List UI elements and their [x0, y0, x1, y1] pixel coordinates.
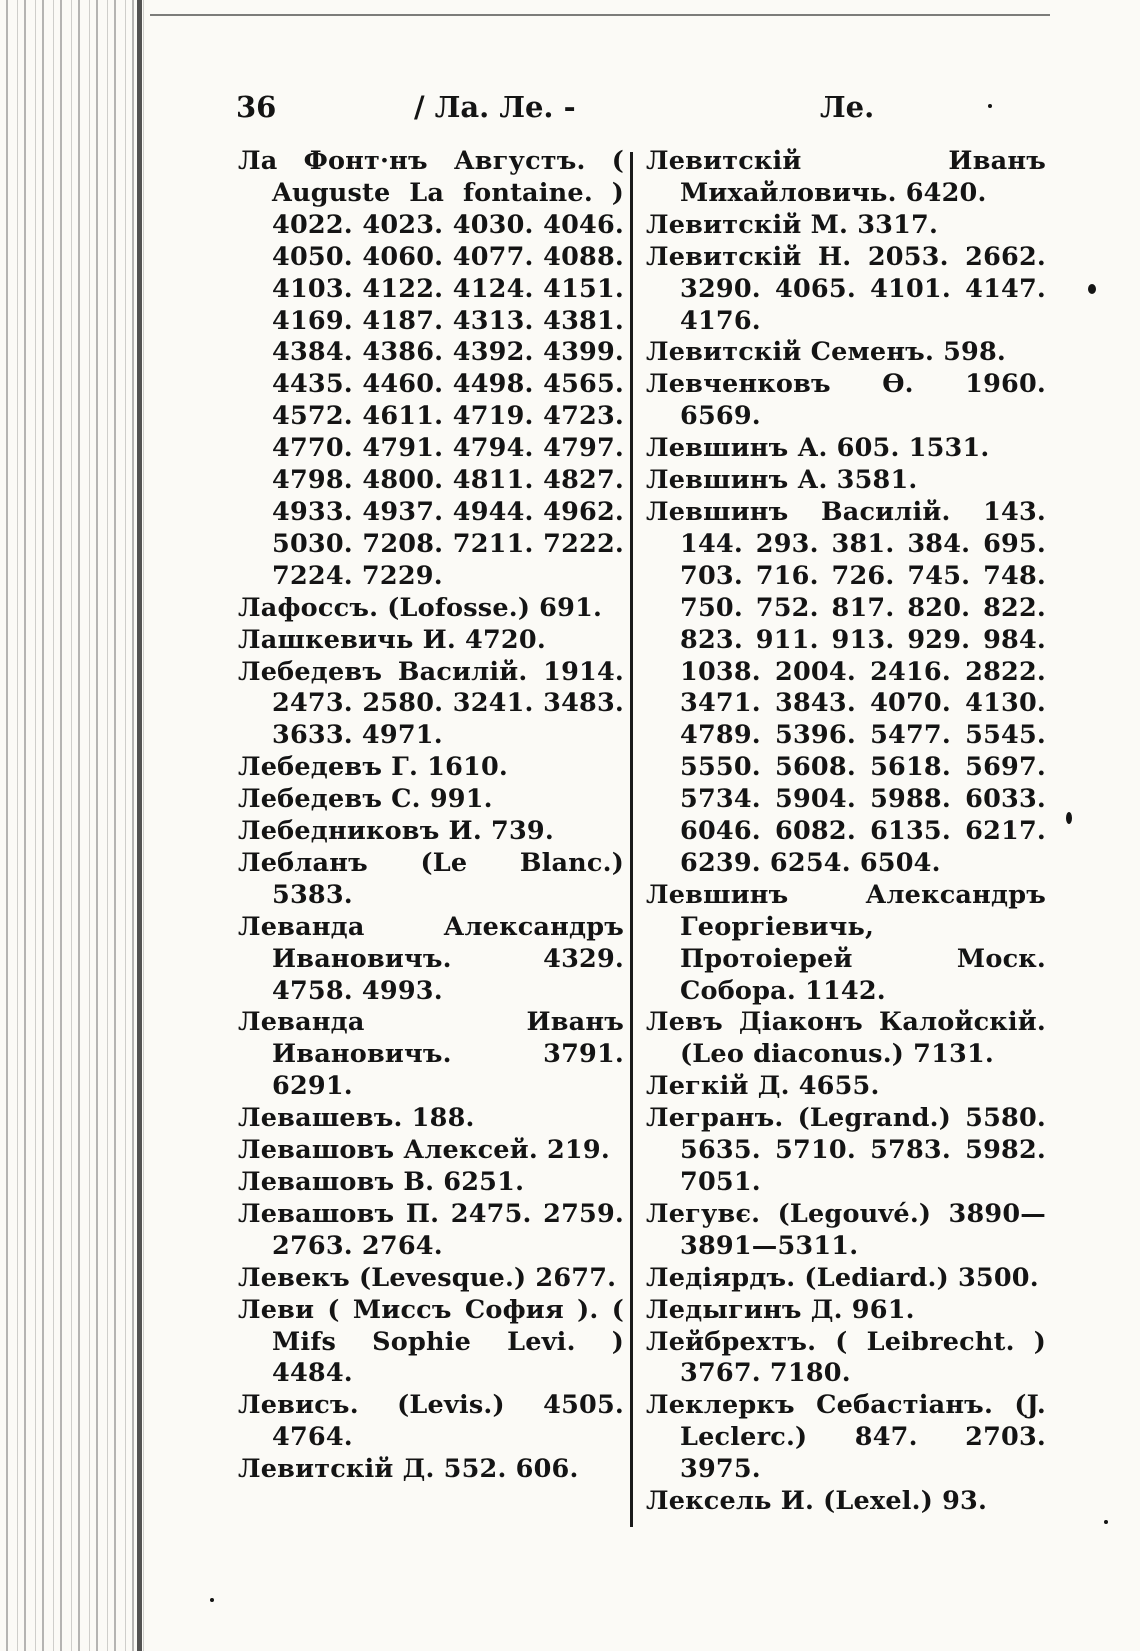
index-entry: Левшинъ Василій. 143. 144. 293. 381. 384. 695. 703. 716. 726. 745. 748. 750. 752. 817. 820. 822. 823. 911. 913. 929. 984. 1038. 2004. 2416. 2822. 3471. 3843. 4070. 4130. 4789. 5396. 5477. 5545. 5550. 5608. 5618. 5697. 5734. 5904. 5988. 6033. 6046. 6082. 6135. 6217. 6239. 6254. 6504. [646, 496, 1046, 878]
right-column [646, 146, 1046, 1518]
ink-speck [1104, 1520, 1108, 1524]
column-divider [630, 152, 633, 1527]
binding-edge-texture [0, 0, 150, 1651]
index-entry: Левшинъ А. 605. 1531. [646, 433, 990, 464]
index-entry: Леванда Александръ Ивановичъ. 4329. 4758. 4993. [238, 911, 624, 1006]
left-column [238, 146, 624, 1486]
index-entry: Левитскій Семенъ. 598. [646, 337, 1007, 368]
index-entry: Левекъ (Levesque.) 2677. [238, 1262, 617, 1293]
index-entry: Лебланъ (Le Blanc.) 5383. [238, 847, 624, 910]
index-entry: Лебедниковъ И. 739. [238, 816, 554, 847]
index-entry: Леклеркъ Себастіанъ. (J. Leclerc.) 847. 2703. 3975. [646, 1390, 1046, 1485]
index-entry: Ла Фонт·нъ Августъ. ( Auguste La fontaine. ) 4022. 4023. 4030. 4046. 4050. 4060. 4077. 4088. 4103. 4122. 4124. 4151. 4169. 4187. 4313. 4381. 4384. 4386. 4392. 4399. 4435. 4460. 4498. 4565. 4572. 4611. 4719. 4723. 4770. 4791. 4794. 4797. 4798. 4800. 4811. 4827. 4933. 4937. 4944. 4962. 5030. 7208. 7211. 7222. 7224. 7229. [238, 146, 624, 591]
index-entry: Левашовъ П. 2475. 2759. 2763. 2764. [238, 1198, 624, 1261]
ink-speck [988, 104, 992, 108]
index-entry: Левитскій Иванъ Михайловичь. 6420. [646, 146, 1046, 208]
index-entry: Лебедевъ Василій. 1914. 2473. 2580. 3241. 3483. 3633. 4971. [238, 656, 624, 751]
ink-speck [1088, 284, 1096, 294]
index-entry: Левашовъ В. 6251. [238, 1167, 525, 1197]
right-running-head: Ле. [820, 90, 875, 124]
top-edge-marks [150, 0, 1050, 16]
index-entry: Леванда Иванъ Ивановичъ. 3791. 6291. [238, 1007, 624, 1102]
index-entry: Левченковъ Ѳ. 1960. 6569. [646, 369, 1046, 432]
index-entry: Левашевъ. 188. [238, 1103, 475, 1134]
index-entry: Легкій Д. 4655. [646, 1071, 880, 1102]
index-entry: Легувє. (Legouvé.) 3890—3891—5311. [646, 1198, 1046, 1261]
index-entry: Легранъ. (Legrand.) 5580. 5635. 5710. 5783. 5982. 7051. [646, 1103, 1046, 1197]
ink-speck [210, 1598, 214, 1602]
ink-speck [1066, 812, 1072, 824]
index-entry: Лексель И. (Lexel.) 93. [646, 1486, 988, 1517]
index-entry: Лашкевичь И. 4720. [238, 624, 546, 655]
index-entry: Ледіярдъ. (Lediard.) 3500. [646, 1262, 1039, 1293]
index-entry: Левъ Діаконъ Калойскій. (Leo diaconus.) 7131. [646, 1007, 1046, 1070]
index-entry: Левитскій Н. 2053. 2662. 3290. 4065. 4101. 4147. 4176. [646, 241, 1046, 336]
index-entry: Левашовъ Алексей. 219. [238, 1135, 610, 1166]
index-entry: Лейбрехтъ. ( Leibrecht. ) 3767. 7180. [646, 1326, 1046, 1389]
index-entry: Ледыгинъ Д. 961. [646, 1294, 915, 1325]
index-entry: Левисъ. (Levis.) 4505. 4764. [238, 1390, 624, 1453]
page-number: 36 [236, 90, 277, 124]
index-entry: Левшинъ Александръ Георгіевичь, Протоіерей Моск. Собора. 1142. [646, 879, 1046, 1006]
index-entry: Леви ( Миссъ София ). ( Mifs Sophie Levi. ) 4484. [238, 1294, 624, 1389]
index-entry: Левшинъ А. 3581. [646, 465, 918, 496]
index-entry: Лафоссъ. (Lofosse.) 691. [238, 592, 603, 623]
binding-edge-line [137, 0, 142, 1651]
index-entry: Левитскій М. 3317. [646, 209, 939, 240]
index-entry: Лебедевъ С. 991. [238, 784, 493, 815]
index-entry: Левитскій Д. 552. 606. [238, 1454, 579, 1485]
page-header [236, 82, 1056, 132]
left-running-head: / Ла. Ле. - [414, 90, 576, 124]
index-entry: Лебедевъ Г. 1610. [238, 752, 508, 783]
